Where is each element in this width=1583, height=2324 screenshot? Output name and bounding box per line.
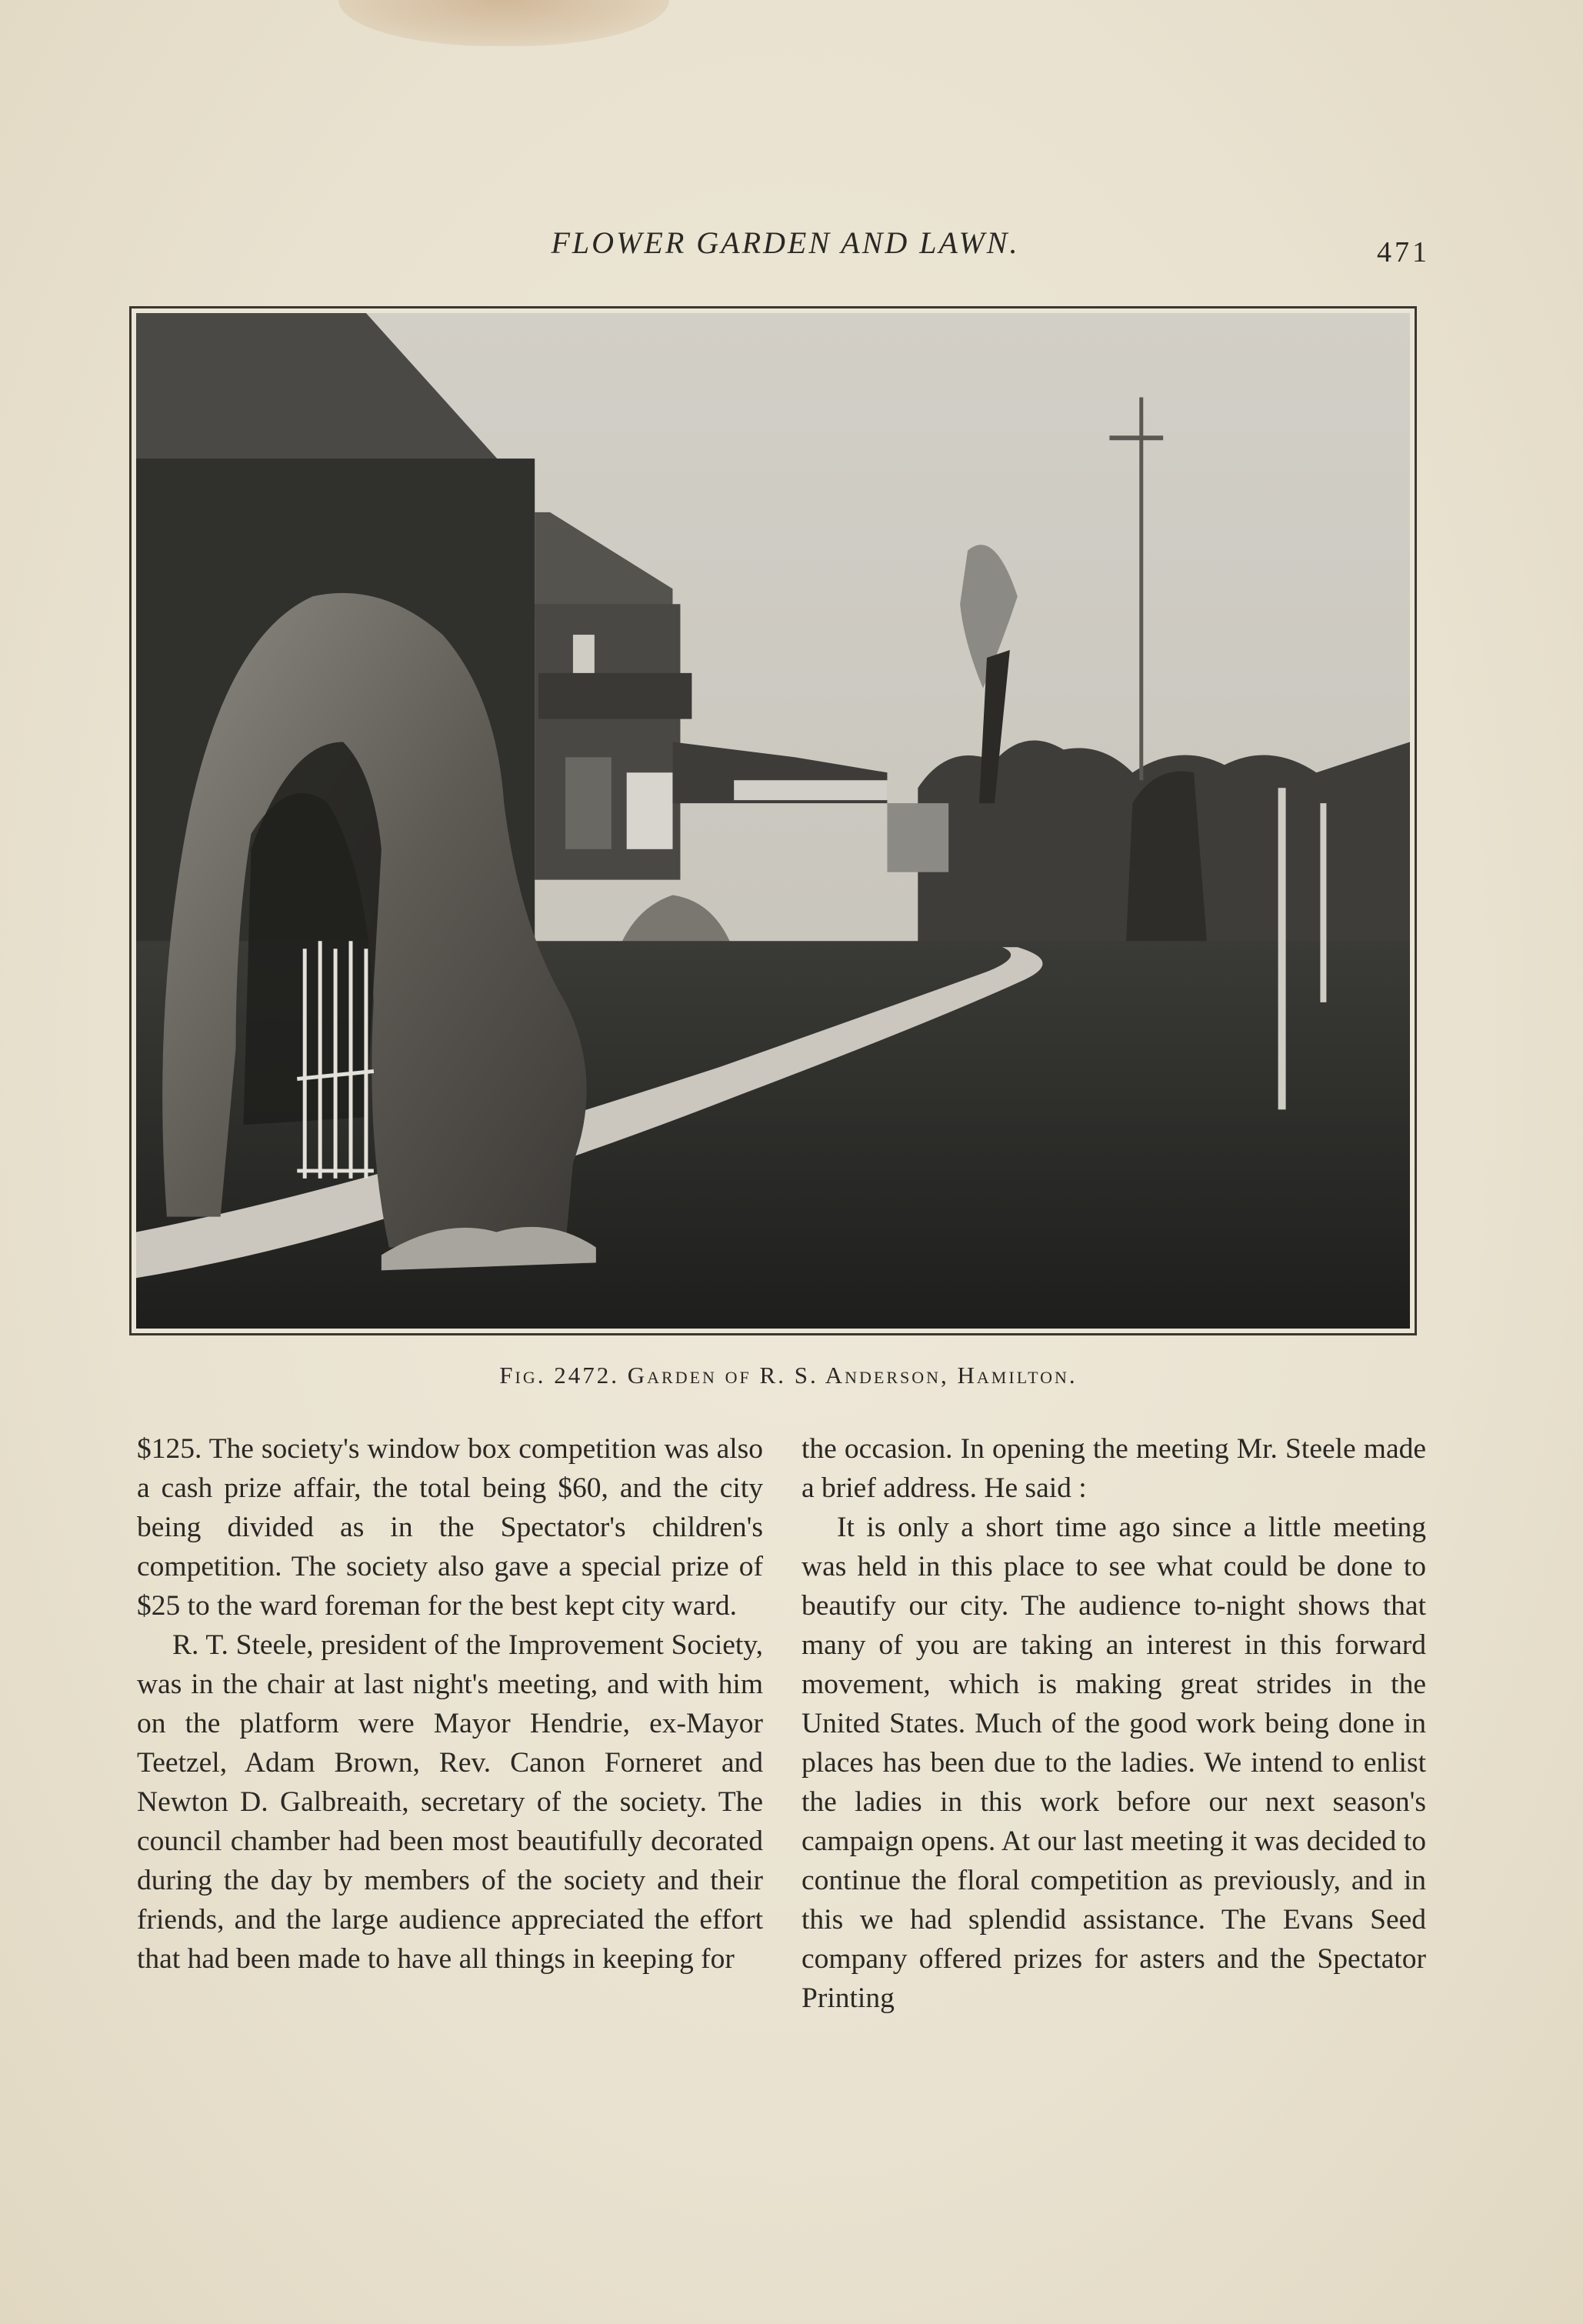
left-paragraph-2: R. T. Steele, president of the Improvement Society, was in the chair at last night's meeting, and with him on the platform were Mayor Hendrie, ex-Mayor Teetzel, Adam Brown, Rev. Canon Forneret and Newton D. Galbreaith, secretary of the society. The council chamber had been most beautifully decorated during the day by members of the society and their friends, and the large audience appreciated the effort that had been made to have all things in keeping for	[137, 1629, 763, 1975]
right-paragraph-1: the occasion. In opening the meeting Mr. Steele made a brief address. He said :	[801, 1433, 1426, 1504]
running-title-text: FLOWER GARDEN AND LAWN.	[551, 225, 1020, 260]
figure-caption-text: Fig. 2472. Garden of R. S. Anderson, Hamilton.	[499, 1362, 1078, 1389]
garden-photo-image	[136, 313, 1410, 1329]
left-paragraph-1: $125. The society's window box competition was also a cash prize affair, the total being $60, and the city being divided as in the Spectator's children's competition. The society also gave a special prize of $25 to the ward foreman for the best kept city ward.	[137, 1433, 763, 1622]
right-paragraph-2: It is only a short time ago since a little meeting was held in this place to see what could be done to beautify our city. The audience to-night shows that many of you are taking an interest in this forward movement, which is making great strides in the United States. Much of the good work being done in places has been due to the ladies. We intend to enlist the ladies in this work before our next season's campaign opens. At our last meeting it was decided to continue the floral competition as previously, and in this we had splendid assistance. The Evans Seed company offered prizes for asters and the Spectator Printing	[801, 1512, 1426, 2014]
page-number: 471	[1377, 236, 1430, 268]
paper-stain	[338, 0, 669, 46]
garden-photograph	[129, 306, 1417, 1335]
running-title	[0, 225, 1583, 261]
left-column	[137, 1429, 763, 1979]
right-column	[801, 1429, 1426, 2018]
figure-caption	[0, 1362, 1583, 1389]
